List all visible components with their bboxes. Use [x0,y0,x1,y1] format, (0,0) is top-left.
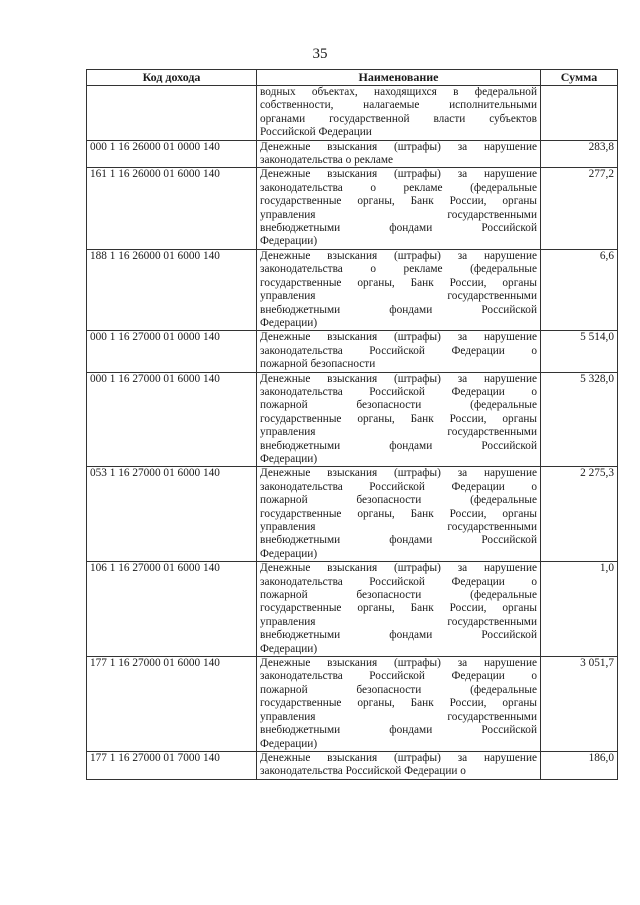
name-line: Федерации) [260,642,318,655]
amount-cell: 3 051,7 [541,657,618,752]
amount-cell: 2 275,3 [541,467,618,562]
table-row [87,168,618,249]
name-line: Денежные взыскания (штрафы) за нарушение [260,751,537,764]
name-line: Денежные взыскания (штрафы) за нарушение [260,657,537,670]
name-line: государственные органы, Банк России, органы [260,697,537,710]
header-row [87,70,618,86]
revenue-name-cell [257,86,541,141]
amount-cell: 5 328,0 [541,372,618,467]
table-row [87,751,618,779]
name-line: управления государственными [260,426,537,439]
table-row [87,562,618,657]
name-line: пожарной безопасности (федеральные [260,494,537,507]
amount-cell [541,86,618,141]
name-line: Денежные взыскания (штрафы) за нарушение [260,467,537,480]
revenue-table [86,69,618,780]
name-line: государственные органы, Банк России, органы [260,507,537,520]
name-line: Денежные взыскания (штрафы) за нарушение [260,372,537,385]
name-line: законодательства Российской Федерации о [260,385,537,398]
revenue-name-cell [257,751,541,779]
name-line: управления государственными [260,710,537,723]
name-line: Денежные взыскания (штрафы) за нарушение [260,562,537,575]
table-body [87,86,618,780]
table-row [87,140,618,168]
name-line: пожарной безопасности (федеральные [260,399,537,412]
name-line: Денежные взыскания (штрафы) за нарушение [260,331,537,344]
name-line: органами государственной власти субъектов [260,112,537,125]
name-line: Федерации) [260,316,318,329]
name-line: управления государственными [260,290,537,303]
name-line: пожарной безопасности (федеральные [260,589,537,602]
name-line: Федерации) [260,737,318,750]
name-line: управления государственными [260,615,537,628]
name-line: государственные органы, Банк России, органы [260,602,537,615]
name-line: государственные органы, Банк России, органы [260,412,537,425]
revenue-name-cell [257,372,541,467]
page-number: 35 [312,46,328,62]
name-line: внебюджетными фондами Российской [260,439,537,452]
revenue-code-cell: 177 1 16 27000 01 7000 140 [87,751,257,779]
amount-cell: 1,0 [541,562,618,657]
name-line: Денежные взыскания (штрафы) за нарушение [260,168,537,181]
revenue-name-cell [257,140,541,168]
name-line: внебюджетными фондами Российской [260,303,537,316]
revenue-code-cell: 188 1 16 26000 01 6000 140 [87,249,257,330]
table-header [87,70,618,86]
name-line: пожарной безопасности (федеральные [260,683,537,696]
revenue-code-cell: 000 1 16 27000 01 0000 140 [87,331,257,372]
name-line: внебюджетными фондами Российской [260,222,537,235]
name-line: внебюджетными фондами Российской [260,724,537,737]
name-line: государственные органы, Банк России, органы [260,195,537,208]
name-line: управления государственными [260,521,537,533]
name-line: государственные органы, Банк России, органы [260,276,537,289]
name-line: Федерации) [260,235,318,248]
table-row [87,86,618,141]
table-row [87,249,618,330]
name-line: внебюджетными фондами Российской [260,629,537,642]
amount-cell: 186,0 [541,751,618,779]
name-line: Денежные взыскания (штрафы) за нарушение [260,249,537,262]
revenue-name-cell [257,562,541,657]
name-line: водных объектах, находящихся в федеральной [260,86,537,98]
header-code: Код дохода [87,70,257,86]
amount-cell: 277,2 [541,168,618,249]
name-line: пожарной безопасности [260,358,376,371]
revenue-name-cell [257,467,541,562]
name-line: управления государственными [260,208,537,221]
name-line: Российской Федерации [260,126,372,139]
name-line: законодательства Российской Федерации о [260,670,537,683]
name-line: законодательства Российской Федерации о [260,765,466,778]
name-line: Федерации) [260,452,318,465]
header-sum: Сумма [541,70,618,86]
revenue-code-cell: 053 1 16 27000 01 6000 140 [87,467,257,562]
name-line: законодательства Российской Федерации о [260,344,537,357]
revenue-code-cell [87,86,257,141]
revenue-name-cell [257,657,541,752]
revenue-code-cell: 161 1 16 26000 01 6000 140 [87,168,257,249]
revenue-name-cell [257,168,541,249]
table-row [87,331,618,372]
revenue-code-cell: 106 1 16 27000 01 6000 140 [87,562,257,657]
amount-cell: 6,6 [541,249,618,330]
revenue-code-cell: 000 1 16 27000 01 6000 140 [87,372,257,467]
name-line: собственности, налагаемые исполнительными [260,99,537,112]
header-name: Наименование [257,70,541,86]
name-line: законодательства о рекламе [260,154,394,167]
name-line: законодательства Российской Федерации о [260,575,537,588]
amount-cell: 283,8 [541,140,618,168]
revenue-code-cell: 000 1 16 26000 01 0000 140 [87,140,257,168]
revenue-name-cell [257,331,541,372]
name-line: законодательства Российской Федерации о [260,480,537,493]
table-row [87,372,618,467]
name-line: Федерации) [260,547,318,560]
table-row [87,657,618,752]
table-row [87,467,618,562]
name-line: внебюджетными фондами Российской [260,534,537,547]
revenue-code-cell: 177 1 16 27000 01 6000 140 [87,657,257,752]
name-line: законодательства о рекламе (федеральные [260,181,537,194]
amount-cell: 5 514,0 [541,331,618,372]
name-line: Денежные взыскания (штрафы) за нарушение [260,140,537,153]
revenue-name-cell [257,249,541,330]
name-line: законодательства о рекламе (федеральные [260,263,537,276]
